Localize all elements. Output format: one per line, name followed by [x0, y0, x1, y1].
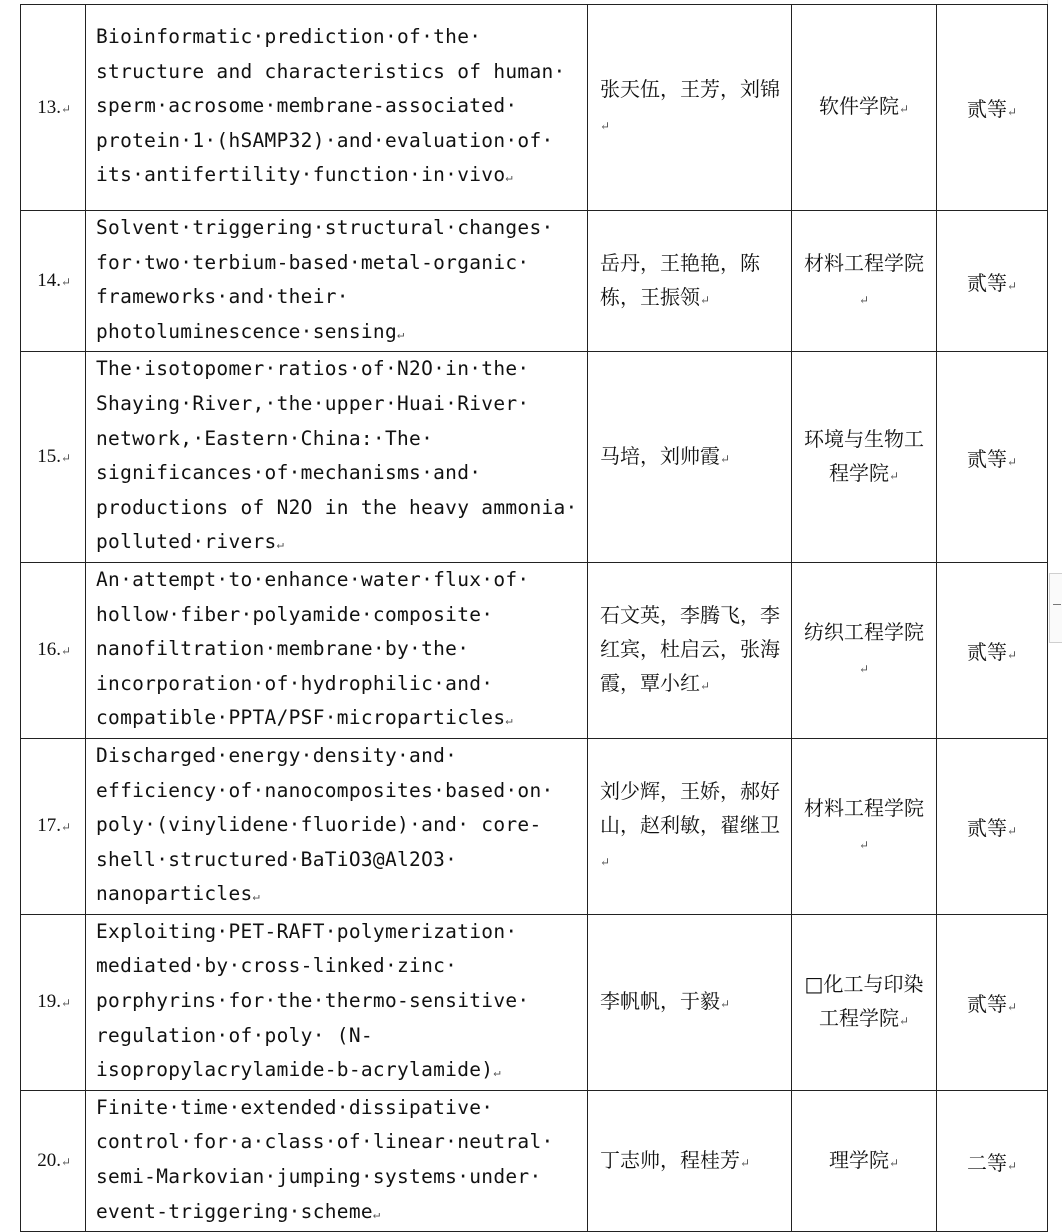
college-name: 纺织工程学院↵	[792, 562, 937, 738]
awards-table	[20, 4, 1048, 1232]
college-name: 环境与生物工程学院↵	[792, 352, 937, 563]
college-name: 软件学院↵	[792, 5, 937, 211]
paper-authors: 李帆帆，于毅↵	[588, 914, 792, 1090]
row-number: 17.↵	[21, 738, 86, 914]
table-row	[21, 562, 1048, 738]
table-row	[21, 5, 1048, 211]
award-level: 贰等↵	[937, 914, 1048, 1090]
table-row	[21, 914, 1048, 1090]
row-number: 16.↵	[21, 562, 86, 738]
paper-title: Bioinformatic·prediction·of·the· structure and characteristics of human· sperm·acrosome·membrane-associated· protein·1·(hSAMP32)·and·evaluation·of· its·antifertility·function·in·vivo↵	[86, 5, 588, 211]
paper-authors: 丁志帅，程桂芳↵	[588, 1090, 792, 1231]
award-level: 贰等↵	[937, 5, 1048, 211]
paper-title: Finite·time·extended·dissipative· control·for·a·class·of·linear·neutral· semi-Markovian·jumping·systems·under· event-triggering·scheme↵	[86, 1090, 588, 1231]
scroll-handle[interactable]	[1049, 573, 1062, 643]
paper-title: Exploiting·PET-RAFT·polymerization· mediated·by·cross-linked·zinc· porphyrins·for·the·thermo-sensitive· regulation·of·poly· (N-isopropylacrylamide-b-acrylamide)↵	[86, 914, 588, 1090]
college-name: 材料工程学院↵	[792, 211, 937, 352]
table-row	[21, 1090, 1048, 1231]
award-level: 贰等↵	[937, 738, 1048, 914]
scroll-handle-grip-icon	[1053, 604, 1061, 605]
college-name: 材料工程学院↵	[792, 738, 937, 914]
paper-title: An·attempt·to·enhance·water·flux·of· hollow·fiber·polyamide·composite· nanofiltration·membrane·by·the· incorporation·of·hydrophilic·and· compatible·PPTA/PSF·microparticles↵	[86, 562, 588, 738]
award-level: 贰等↵	[937, 562, 1048, 738]
paper-title: The·isotopomer·ratios·of·N2O·in·the· Shaying·River,·the·upper·Huai·River· network,·Eastern·China:·The· significances·of·mechanisms·and· productions of N2O in the heavy ammonia· polluted·rivers↵	[86, 352, 588, 563]
row-number: 15.↵	[21, 352, 86, 563]
table-row	[21, 211, 1048, 352]
college-name: □化工与印染工程学院↵	[792, 914, 937, 1090]
award-level: 二等↵	[937, 1090, 1048, 1231]
paper-authors: 马培，刘帅霞↵	[588, 352, 792, 563]
paper-authors: 张天伍，王芳，刘锦↵	[588, 5, 792, 211]
row-number: 19.↵	[21, 914, 86, 1090]
award-level: 贰等↵	[937, 211, 1048, 352]
award-level: 贰等↵	[937, 352, 1048, 563]
row-number: 13.↵	[21, 5, 86, 211]
row-number: 20.↵	[21, 1090, 86, 1231]
paper-authors: 石文英，李腾飞，李红宾，杜启云，张海霞，覃小红↵	[588, 562, 792, 738]
paper-authors: 刘少辉，王娇，郝好山，赵利敏，翟继卫↵	[588, 738, 792, 914]
table-row	[21, 738, 1048, 914]
table-row	[21, 352, 1048, 563]
paper-title: Solvent·triggering·structural·changes· for·two·terbium-based·metal-organic· frameworks·and·their· photoluminescence·sensing↵	[86, 211, 588, 352]
college-name: 理学院↵	[792, 1090, 937, 1231]
paper-authors: 岳丹，王艳艳，陈栋，王振领↵	[588, 211, 792, 352]
paper-title: Discharged·energy·density·and· efficiency·of·nanocomposites·based·on· poly·(vinylidene·fluoride)·and· core-shell·structured·BaTiO3@Al2O3· nanoparticles↵	[86, 738, 588, 914]
row-number: 14.↵	[21, 211, 86, 352]
